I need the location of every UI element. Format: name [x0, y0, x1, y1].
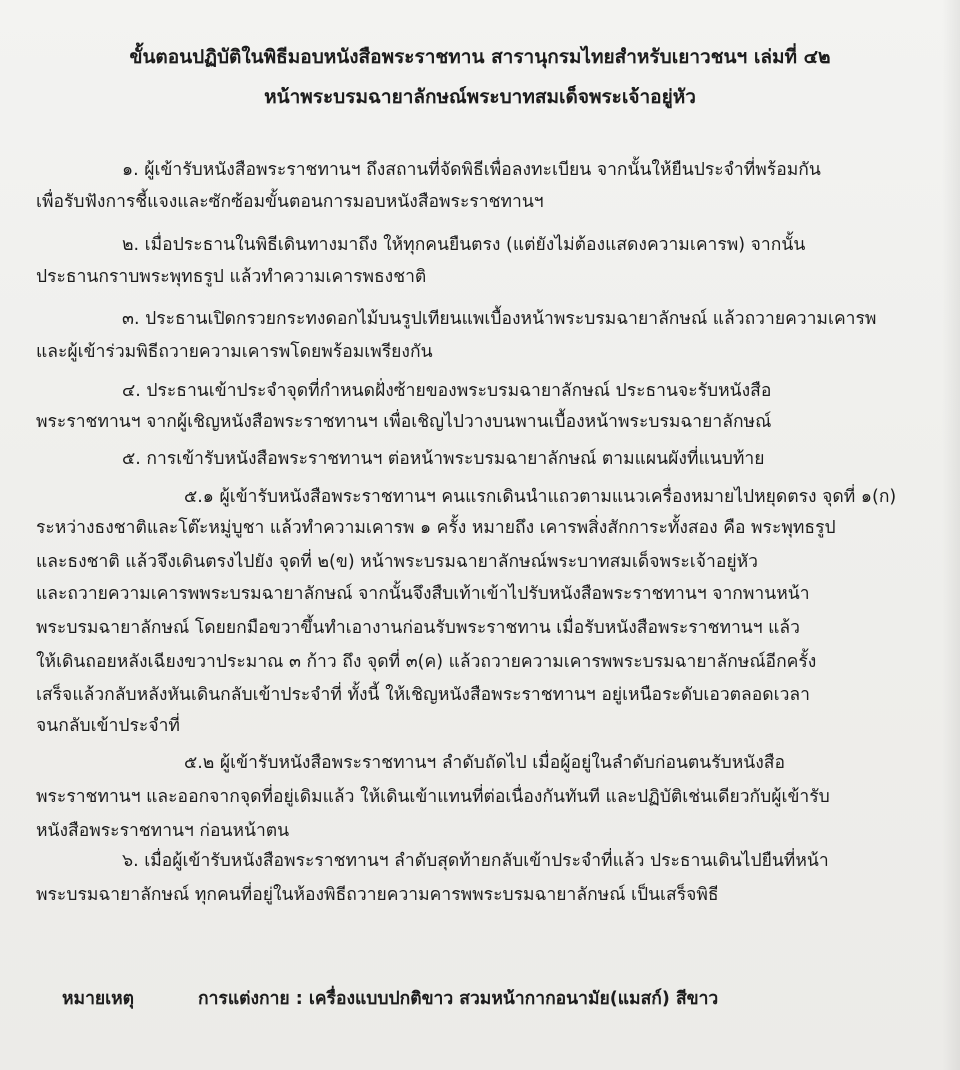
- paragraph-3-line-2: และผู้เข้าร่วมพิธีถวายความเคารพโดยพร้อมเพรียงกัน: [36, 342, 433, 362]
- paragraph-5-1-line-5: พระบรมฉายาลักษณ์ โดยยกมือขวาขึ้นทำเอางานก่อนรับพระราชทาน เมื่อรับหนังสือพระราชทานฯ แล้ว: [36, 618, 800, 638]
- paragraph-2-line-1: ๒. เมื่อประธานในพิธีเดินทางมาถึง ให้ทุกคนยืนตรง (แต่ยังไม่ต้องแสดงความเคารพ) จากนั้น: [122, 235, 806, 255]
- paragraph-3-line-1: ๓. ประธานเปิดกรวยกระทงดอกไม้บนรูปเทียนแพเบื้องหน้าพระบรมฉายาลักษณ์ แล้วถวายความเคารพ: [122, 309, 877, 329]
- document-title-line-1: ขั้นตอนปฏิบัติในพิธีมอบหนังสือพระราชทาน สารานุกรมไทยสำหรับเยาวชนฯ เล่มที่ ๔๒: [129, 46, 831, 68]
- document-title-line-2: หน้าพระบรมฉายาลักษณ์พระบาทสมเด็จพระเจ้าอยู่หัว: [264, 86, 696, 108]
- paragraph-5-1-line-2: ระหว่างธงชาติและโต๊ะหมู่บูชา แล้วทำความเคารพ ๑ ครั้ง หมายถึง เคารพสิ่งสักการะทั้งสอง คือ พระพุทธรูป: [36, 518, 836, 538]
- paragraph-5-line-1: ๕. การเข้ารับหนังสือพระราชทานฯ ต่อหน้าพระบรมฉายาลักษณ์ ตามแผนผังที่แนบท้าย: [122, 449, 765, 469]
- paragraph-2-line-2: ประธานกราบพระพุทธรูป แล้วทำความเคารพธงชาติ: [36, 267, 427, 287]
- paragraph-1-line-2: เพื่อรับฟังการชี้แจงและซักซ้อมขั้นตอนการมอบหนังสือพระราชทานฯ: [36, 192, 544, 212]
- paragraph-5-2-line-3: หนังสือพระราชทานฯ ก่อนหน้าตน: [36, 821, 290, 841]
- paragraph-4-line-2: พระราชทานฯ จากผู้เชิญหนังสือพระราชทานฯ เพื่อเชิญไปวางบนพานเบื้องหน้าพระบรมฉายาลักษณ์: [36, 412, 772, 432]
- paragraph-5-1-line-1: ๕.๑ ผู้เข้ารับหนังสือพระราชทานฯ คนแรกเดินนำแถวตามแนวเครื่องหมายไปหยุดตรง จุดที่ ๑(ก): [184, 487, 897, 507]
- paragraph-5-2-line-1: ๕.๒ ผู้เข้ารับหนังสือพระราชทานฯ ลำดับถัดไป เมื่อผู้อยู่ในลำดับก่อนตนรับหนังสือ: [184, 753, 785, 773]
- paragraph-5-1-line-6: ให้เดินถอยหลังเฉียงขวาประมาณ ๓ ก้าว ถึง จุดที่ ๓(ค) แล้วถวายความเคารพพระบรมฉายาลักษณ์อีกครั้ง: [36, 652, 817, 672]
- paragraph-5-1-line-8: จนกลับเข้าประจำที่: [36, 716, 180, 736]
- paragraph-6-line-1: ๖. เมื่อผู้เข้ารับหนังสือพระราชทานฯ ลำดับสุดท้ายกลับเข้าประจำที่แล้ว ประธานเดินไปยืนที่หน้า: [122, 851, 829, 871]
- paragraph-6-line-2: พระบรมฉายาลักษณ์ ทุกคนที่อยู่ในห้องพิธีถวายความคารพพระบรมฉายาลักษณ์ เป็นเสร็จพิธี: [36, 885, 719, 905]
- paragraph-5-2-line-2: พระราชทานฯ และออกจากจุดที่อยู่เดิมแล้ว ให้เดินเข้าแทนที่ต่อเนื่องกันทันที และปฏิบัติเช่นเดียวกับผู้เข้ารับ: [36, 787, 830, 807]
- paragraph-4-line-1: ๔. ประธานเข้าประจำจุดที่กำหนดฝั่งซ้ายของพระบรมฉายาลักษณ์ ประธานจะรับหนังสือ: [122, 381, 772, 401]
- note-label: หมายเหตุ: [62, 989, 135, 1009]
- page-shadow: [942, 0, 960, 1070]
- note-text: การแต่งกาย : เครื่องแบบปกติขาว สวมหน้ากากอนามัย(แมสก์) สีขาว: [198, 989, 719, 1009]
- paragraph-5-1-line-4: และถวายความเคารพพระบรมฉายาลักษณ์ จากนั้นจึงสืบเท้าเข้าไปรับหนังสือพระราชทานฯ จากพานหน้า: [36, 584, 810, 604]
- paragraph-5-1-line-7: เสร็จแล้วกลับหลังหันเดินกลับเข้าประจำที่ ทั้งนี้ ให้เชิญหนังสือพระราชทานฯ อยู่เหนือระดับเอวตลอดเวลา: [36, 685, 810, 705]
- paragraph-1-line-1: ๑. ผู้เข้ารับหนังสือพระราชทานฯ ถึงสถานที่จัดพิธีเพื่อลงทะเบียน จากนั้นให้ยืนประจำที่พร้อมกัน: [122, 160, 821, 180]
- paragraph-5-1-line-3: และธงชาติ แล้วจึงเดินตรงไปยัง จุดที่ ๒(ข) หน้าพระบรมฉายาลักษณ์พระบาทสมเด็จพระเจ้าอยู่หัว: [36, 552, 758, 572]
